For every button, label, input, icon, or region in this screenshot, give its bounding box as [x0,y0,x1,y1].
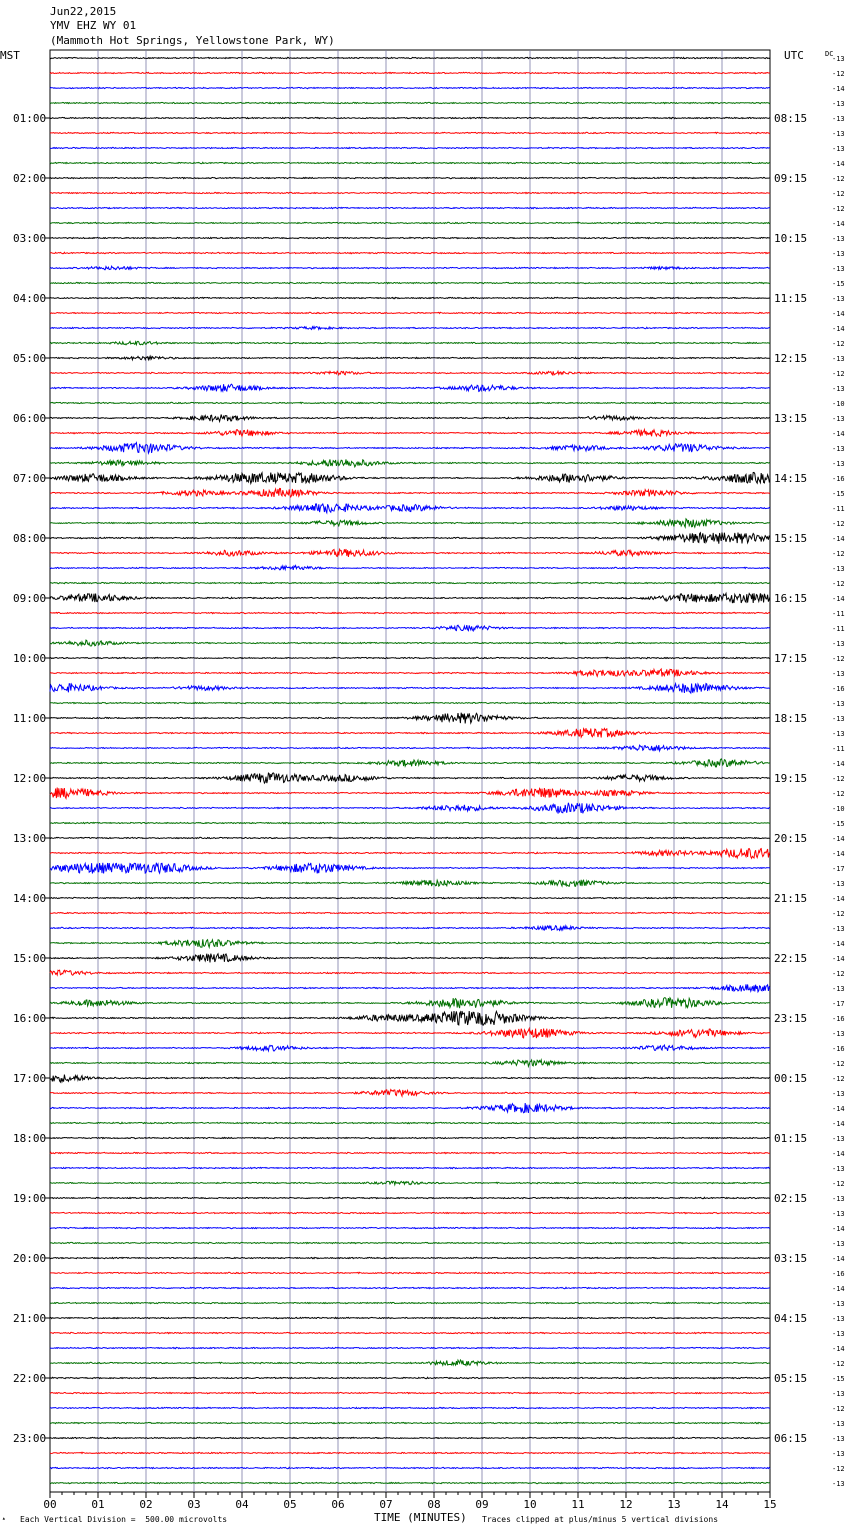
seismic-trace [50,117,770,118]
x-tick-label: 00 [43,1498,57,1511]
mst-hour-label: 20:00 [13,1252,47,1265]
clip-note: Traces clipped at plus/minus 5 vertical divisions [482,1515,719,1524]
dc-offset-value: -13 [832,1300,845,1308]
utc-hour-label: 20:15 [774,832,808,845]
mst-hour-label: 08:00 [13,532,47,545]
dc-offset-value: -14 [832,1150,845,1158]
dc-offset-value: -13 [832,985,845,993]
x-tick-label: 15 [763,1498,777,1511]
dc-offset-value: -16 [832,1015,845,1023]
dc-offset-value: -12 [832,790,845,798]
seismic-trace [50,252,770,253]
utc-hour-label: 06:15 [774,1432,808,1445]
x-tick-label: 07 [379,1498,393,1511]
dc-offset-value: -13 [832,1480,845,1488]
mst-hour-label: 11:00 [13,712,47,725]
dc-offset-value: -13 [832,715,845,723]
dc-offset-label: DC [825,50,834,58]
x-tick-label: 05 [283,1498,297,1511]
dc-offset-value: -13 [832,145,845,153]
seismic-trace [50,1212,770,1213]
dc-offset-value: -12 [832,655,845,663]
utc-hour-label: 04:15 [774,1312,808,1325]
dc-offset-value: -14 [832,85,845,93]
dc-offset-value: -10 [832,805,845,813]
dc-offset-value: -12 [832,1360,845,1368]
dc-offset-value: -14 [832,940,845,948]
dc-offset-value: -12 [832,1060,845,1068]
dc-offset-value: -11 [832,625,845,633]
seismic-trace [50,880,770,887]
seismic-trace [50,341,770,345]
station-location: (Mammoth Hot Springs, Yellowstone Park, WY) [50,34,335,47]
x-tick-label: 03 [187,1498,201,1511]
seismic-trace [50,549,770,557]
seismic-trace [50,1152,770,1153]
dc-offset-value: -12 [832,520,845,528]
seismic-trace [50,1422,770,1423]
dc-offset-value: -14 [832,1225,845,1233]
dc-offset-value: -11 [832,745,845,753]
seismic-trace [50,384,770,391]
seismic-trace [50,519,770,527]
dc-offset-value: -13 [832,640,845,648]
mst-hour-label: 13:00 [13,832,47,845]
utc-hour-label: 17:15 [774,652,808,665]
seismic-trace [50,1011,770,1025]
x-tick-label: 10 [523,1498,537,1511]
seismic-trace [50,759,770,767]
dc-offset-value: -12 [832,1075,845,1083]
utc-hour-label: 01:15 [774,1132,808,1145]
seismic-trace [50,430,770,437]
seismic-trace [50,849,770,859]
dc-offset-value: -15 [832,490,845,498]
mst-hour-label: 05:00 [13,352,47,365]
seismic-trace [50,459,770,467]
seismic-trace [50,788,770,799]
seismic-trace [50,1257,770,1258]
seismic-trace [50,532,770,543]
seismic-trace [50,939,770,947]
x-tick-label: 06 [331,1498,345,1511]
mst-hour-label: 02:00 [13,172,47,185]
seismic-trace [50,1302,770,1303]
dc-offset-value: -12 [832,340,845,348]
dc-offset-value: -12 [832,70,845,78]
mst-hour-label: 07:00 [13,472,47,485]
seismic-trace [50,713,770,724]
dc-offset-value: -15 [832,1375,845,1383]
seismic-trace [50,657,770,658]
mst-hour-label: 15:00 [13,952,47,965]
dc-offset-value: -14 [832,1285,845,1293]
dc-offset-value: -13 [832,1435,845,1443]
dc-offset-value: -11 [832,505,845,513]
dc-offset-value: -16 [832,1045,845,1053]
dc-offset-value: -13 [832,445,845,453]
dc-offset-value: -14 [832,1255,845,1263]
dc-offset-value: -13 [832,385,845,393]
seismic-trace [50,912,770,913]
dc-offset-value: -12 [832,550,845,558]
dc-offset-value: -13 [832,130,845,138]
right-timezone-label: UTC [784,49,804,62]
seismic-trace [50,1332,770,1333]
dc-offset-value: -12 [832,190,845,198]
seismic-trace [50,132,770,133]
dc-offset-value: -13 [832,1450,845,1458]
seismic-trace [50,1360,770,1366]
seismic-trace [50,970,770,975]
seismic-trace [50,402,770,403]
dc-offset-value: -14 [832,310,845,318]
x-tick-label: 12 [619,1498,633,1511]
dc-offset-value: -13 [832,1090,845,1098]
dc-offset-value: -13 [832,1330,845,1338]
seismic-trace [50,162,770,163]
seismic-trace [50,1272,770,1273]
dc-offset-value: -10 [832,400,845,408]
seismic-trace [50,1197,770,1198]
seismic-trace [50,926,770,931]
dc-offset-value: -14 [832,325,845,333]
seismic-trace [50,612,770,613]
dc-offset-value: -15 [832,280,845,288]
dc-offset-value: -15 [832,820,845,828]
x-tick-label: 08 [427,1498,441,1511]
seismic-trace [50,192,770,193]
seismic-trace [50,582,770,583]
dc-offset-value: -12 [832,175,845,183]
dc-offset-value: -12 [832,1465,845,1473]
seismic-trace [50,1122,770,1123]
dc-offset-value: -13 [832,1240,845,1248]
seismic-trace [50,102,770,103]
dc-offset-value: -13 [832,1210,845,1218]
seismic-trace [50,266,770,270]
seismic-trace [50,593,770,603]
dc-offset-value: -13 [832,115,845,123]
dc-offset-value: -12 [832,775,845,783]
x-tick-label: 11 [571,1498,585,1511]
utc-hour-label: 02:15 [774,1192,808,1205]
seismic-trace [50,327,770,330]
dc-offset-value: -13 [832,415,845,423]
dc-offset-value: -14 [832,595,845,603]
utc-hour-label: 12:15 [774,352,808,365]
seismic-trace [50,356,770,359]
seismic-trace [50,1317,770,1318]
seismic-trace [50,1227,770,1228]
utc-hour-label: 23:15 [774,1012,808,1025]
dc-offset-value: -17 [832,1000,845,1008]
dc-offset-value: -13 [832,55,845,63]
dc-offset-value: -12 [832,205,845,213]
record-date: Jun22,2015 [50,5,117,18]
seismic-trace [50,1029,770,1039]
station-code: YMV EHZ WY 01 [50,19,137,32]
dc-offset-value: -12 [832,370,845,378]
seismic-trace [50,1045,770,1051]
dc-offset-value: -13 [832,1135,845,1143]
seismic-trace [50,1167,770,1168]
dc-offset-value: -11 [832,610,845,618]
seismic-trace [50,1437,770,1438]
utc-hour-label: 22:15 [774,952,808,965]
seismic-trace [50,371,770,375]
seismic-trace [50,1181,770,1184]
seismic-trace [50,837,770,838]
seismic-trace [50,1287,770,1288]
dc-offset-value: -13 [832,1390,845,1398]
seismic-trace [50,1377,770,1378]
usgs-logo-icon: ▴ [2,1515,6,1522]
dc-offset-value: -12 [832,580,845,588]
mst-hour-label: 17:00 [13,1072,47,1085]
utc-hour-label: 19:15 [774,772,808,785]
dc-offset-value: -13 [832,295,845,303]
seismic-trace [50,625,770,631]
x-tick-label: 04 [235,1498,249,1511]
mst-hour-label: 01:00 [13,112,47,125]
utc-hour-label: 00:15 [774,1072,808,1085]
dc-offset-value: -13 [832,235,845,243]
seismic-trace [50,488,770,497]
utc-hour-label: 10:15 [774,232,808,245]
left-timezone-label: MST [0,49,20,62]
utc-hour-label: 18:15 [774,712,808,725]
seismic-trace [50,1467,770,1468]
seismic-trace [50,998,770,1008]
seismic-trace [50,684,770,694]
seismic-trace [50,57,770,58]
dc-offset-value: -16 [832,685,845,693]
seismic-trace [50,1060,770,1066]
seismic-trace [50,897,770,898]
utc-hour-label: 08:15 [774,112,808,125]
mst-hour-label: 14:00 [13,892,47,905]
seismic-trace [50,1347,770,1348]
seismic-trace [50,1407,770,1408]
seismic-trace [50,147,770,148]
utc-hour-label: 14:15 [774,472,808,485]
seismic-trace [50,669,770,677]
mst-hour-label: 21:00 [13,1312,47,1325]
mst-hour-label: 10:00 [13,652,47,665]
seismic-trace [50,207,770,208]
mst-hour-label: 03:00 [13,232,47,245]
dc-offset-value: -13 [832,1420,845,1428]
seismic-trace [50,702,770,703]
seismic-trace [50,222,770,223]
seismic-trace [50,863,770,874]
seismic-trace [50,297,770,298]
seismic-trace [50,954,770,963]
dc-offset-value: -13 [832,730,845,738]
mst-hour-label: 23:00 [13,1432,47,1445]
x-axis-title: TIME (MINUTES) [374,1511,467,1524]
seismic-trace [50,640,770,646]
dc-offset-value: -16 [832,1270,845,1278]
seismic-trace [50,443,770,454]
utc-hour-label: 13:15 [774,412,808,425]
seismic-trace [50,803,770,814]
dc-offset-value: -14 [832,1120,845,1128]
seismic-trace [50,415,770,422]
x-tick-label: 14 [715,1498,729,1511]
seismic-trace [50,1137,770,1138]
seismic-trace [50,1392,770,1393]
dc-offset-value: -13 [832,460,845,468]
mst-hour-label: 22:00 [13,1372,47,1385]
seismic-trace [50,87,770,88]
dc-offset-value: -13 [832,1030,845,1038]
mst-hour-label: 18:00 [13,1132,47,1145]
x-tick-label: 09 [475,1498,489,1511]
dc-offset-value: -17 [832,865,845,873]
seismic-trace [50,728,770,737]
utc-hour-label: 09:15 [774,172,808,185]
seismic-trace [50,1090,770,1097]
dc-offset-value: -12 [832,1180,845,1188]
seismic-trace [50,745,770,751]
dc-offset-value: -13 [832,1195,845,1203]
mst-hour-label: 12:00 [13,772,47,785]
utc-hour-label: 16:15 [774,592,808,605]
dc-offset-value: -14 [832,535,845,543]
dc-offset-value: -13 [832,265,845,273]
seismic-trace [50,822,770,823]
dc-offset-value: -14 [832,955,845,963]
mst-hour-label: 04:00 [13,292,47,305]
dc-offset-value: -14 [832,1105,845,1113]
dc-offset-value: -13 [832,880,845,888]
seismic-trace [50,312,770,313]
seismic-trace [50,1242,770,1243]
dc-offset-value: -16 [832,475,845,483]
dc-offset-value: -14 [832,760,845,768]
dc-offset-value: -14 [832,160,845,168]
scale-note: Each Vertical Division = 500.00 microvolts [20,1515,228,1524]
utc-hour-label: 15:15 [774,532,808,545]
dc-offset-value: -12 [832,970,845,978]
dc-offset-value: -14 [832,430,845,438]
dc-offset-value: -13 [832,925,845,933]
mst-hour-label: 16:00 [13,1012,47,1025]
x-tick-label: 01 [91,1498,105,1511]
utc-hour-label: 11:15 [774,292,808,305]
mst-hour-label: 09:00 [13,592,47,605]
utc-hour-label: 05:15 [774,1372,808,1385]
seismic-trace [50,237,770,238]
utc-hour-label: 03:15 [774,1252,808,1265]
dc-offset-value: -13 [832,100,845,108]
dc-offset-value: -14 [832,1345,845,1353]
mst-hour-label: 19:00 [13,1192,47,1205]
dc-offset-value: -13 [832,700,845,708]
seismic-trace [50,177,770,178]
dc-offset-value: -13 [832,1315,845,1323]
seismic-trace [50,472,770,483]
dc-offset-value: -13 [832,1165,845,1173]
dc-offset-value: -13 [832,670,845,678]
seismic-trace [50,1452,770,1453]
seismic-trace [50,282,770,283]
dc-offset-value: -13 [832,355,845,363]
dc-offset-value: -13 [832,565,845,573]
mst-hour-label: 06:00 [13,412,47,425]
dc-offset-value: -14 [832,895,845,903]
dc-offset-value: -12 [832,1405,845,1413]
seismic-trace [50,566,770,570]
seismic-trace [50,504,770,513]
seismic-trace [50,773,770,783]
seismic-trace [50,1103,770,1113]
seismic-trace [50,1482,770,1483]
x-tick-label: 13 [667,1498,681,1511]
dc-offset-value: -14 [832,220,845,228]
x-tick-label: 02 [139,1498,153,1511]
dc-offset-value: -14 [832,850,845,858]
seismic-trace [50,1075,770,1083]
dc-offset-value: -12 [832,910,845,918]
dc-offset-value: -13 [832,250,845,258]
utc-hour-label: 21:15 [774,892,808,905]
seismic-trace [50,72,770,73]
seismic-trace [50,984,770,992]
dc-offset-value: -14 [832,835,845,843]
